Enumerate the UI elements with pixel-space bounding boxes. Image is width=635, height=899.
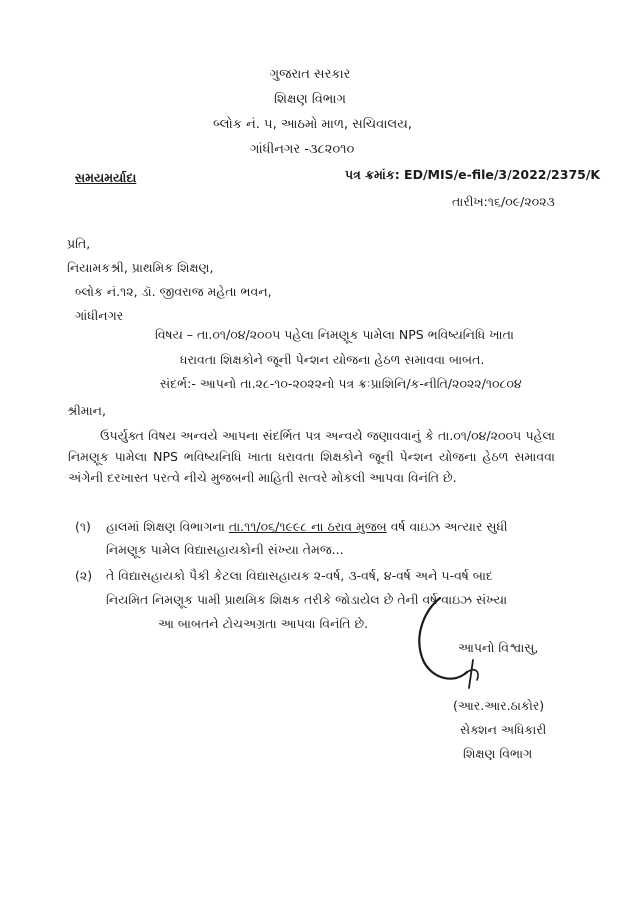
subject-line-1: વિષય – તા.૦૧/૦૪/૨૦૦૫ પહેલા નિમણૂક પામેલા NPS ભવિષ્યનિધિ ખાતા: [155, 327, 514, 342]
signatory-name: (આર.આર.ઠાકોર): [453, 698, 545, 713]
letter-date: તારીખ:૧૬/૦૯/૨૦૨૩: [452, 194, 555, 209]
header-department: શિક્ષણ વિભાગ: [274, 92, 346, 107]
recipient-address: બ્લોક નં.૧૨, ડૉ. જીવરાજ મહેતા ભવન,: [75, 284, 272, 299]
item-2-line-3: આ બાબતને ટોચઅગ્રતા આપવા વિનંતિ છે.: [158, 616, 369, 631]
subject-line-2: ધરાવતા શિક્ષકોને જૂની પેન્શન યોજના હેઠળ સમાવવા બાબત.: [180, 352, 485, 367]
item-1-resolution-ref: તા.૧૧/૦૬/૧૯૯૮ ના ઠરાવ મુજબ: [228, 519, 387, 534]
item-1-line-1: હાલમાં શિક્ષણ વિભાગના તા.૧૧/૦૬/૧૯૯૮ ના ઠરાવ મુજબ વર્ષ વાઇઝ અત્યાર સુધી: [106, 519, 508, 534]
item-2-line-2: નિયમિત નિમણૂક પામી પ્રાથમિક શિક્ષક તરીકે જોડાયેલ છે તેની વર્ષ વાઇઝ સંખ્યા: [106, 592, 508, 607]
item-2-line-1: તે વિદ્યાસહાયકો પૈકી કેટલા વિદ્યાસહાયક ૨-વર્ષ, ૩-વર્ષ, ૪-વર્ષ અને ૫-વર્ષ બાદ: [106, 568, 493, 583]
letter-number: પત્ર ક્રમાંક: ED/MIS/e-file/3/2022/2375/K: [345, 167, 601, 182]
item-1-number: (૧): [75, 519, 91, 534]
recipient-city: ગાંધીનગર: [75, 308, 124, 323]
header-government: ગુજરાત સરકાર: [269, 67, 351, 82]
recipient-to: પ્રતિ,: [67, 236, 91, 251]
subject-reference: સંદર્ભ:- આપનો તા.૨૮-૧૦-૨૦૨૨નો પત્ર ક્રઃપ્રાશિનિ/ક-નીતિ/૨૦૨૨/૧૦૮૦૪: [160, 376, 522, 391]
recipient-name: નિયામકશ્રી, પ્રાથમિક શિક્ષણ,: [67, 260, 214, 275]
signature-closing: આપનો વિશ્વાસુ,: [458, 640, 539, 655]
signatory-department: શિક્ષણ વિભાગ: [463, 746, 533, 761]
priority-label: સમયમર્યાદા: [75, 170, 137, 185]
header-address: બ્લોક નં. ૫, આઠમો માળ, સચિવાલય,: [213, 117, 413, 132]
body-paragraph: ઉપર્યુક્ત વિષય અન્વયે આપના સંદર્ભિત પત્ર અન્વયે જણાવવાનું કે તા.૦૧/૦૪/૨૦૦૫ પહેલા નિમણૂક પામેલા NPS ભવિષ્યનિધિ ખાતા ધરાવતા શિક્ષકોને જૂની પેન્શન યોજના હેઠળ સમાવવા અંગેની દરખાસ્ત પરત્વે નીચે મુજબની માહિતી સત્વરે મોકલી આપવા વિનંતિ છે.: [68, 428, 555, 485]
salutation: શ્રીમાન,: [67, 403, 106, 418]
header-city: ગાંધીનગર -૩૮૨૦૧૦: [250, 142, 355, 157]
item-1-line-2: નિમણૂક પામેલ વિદ્યાસહાયકોની સંખ્યા તેમજ...: [106, 542, 344, 557]
signatory-designation: સેક્શન અધિકારી: [460, 722, 547, 737]
item-2-number: (૨): [75, 568, 93, 583]
